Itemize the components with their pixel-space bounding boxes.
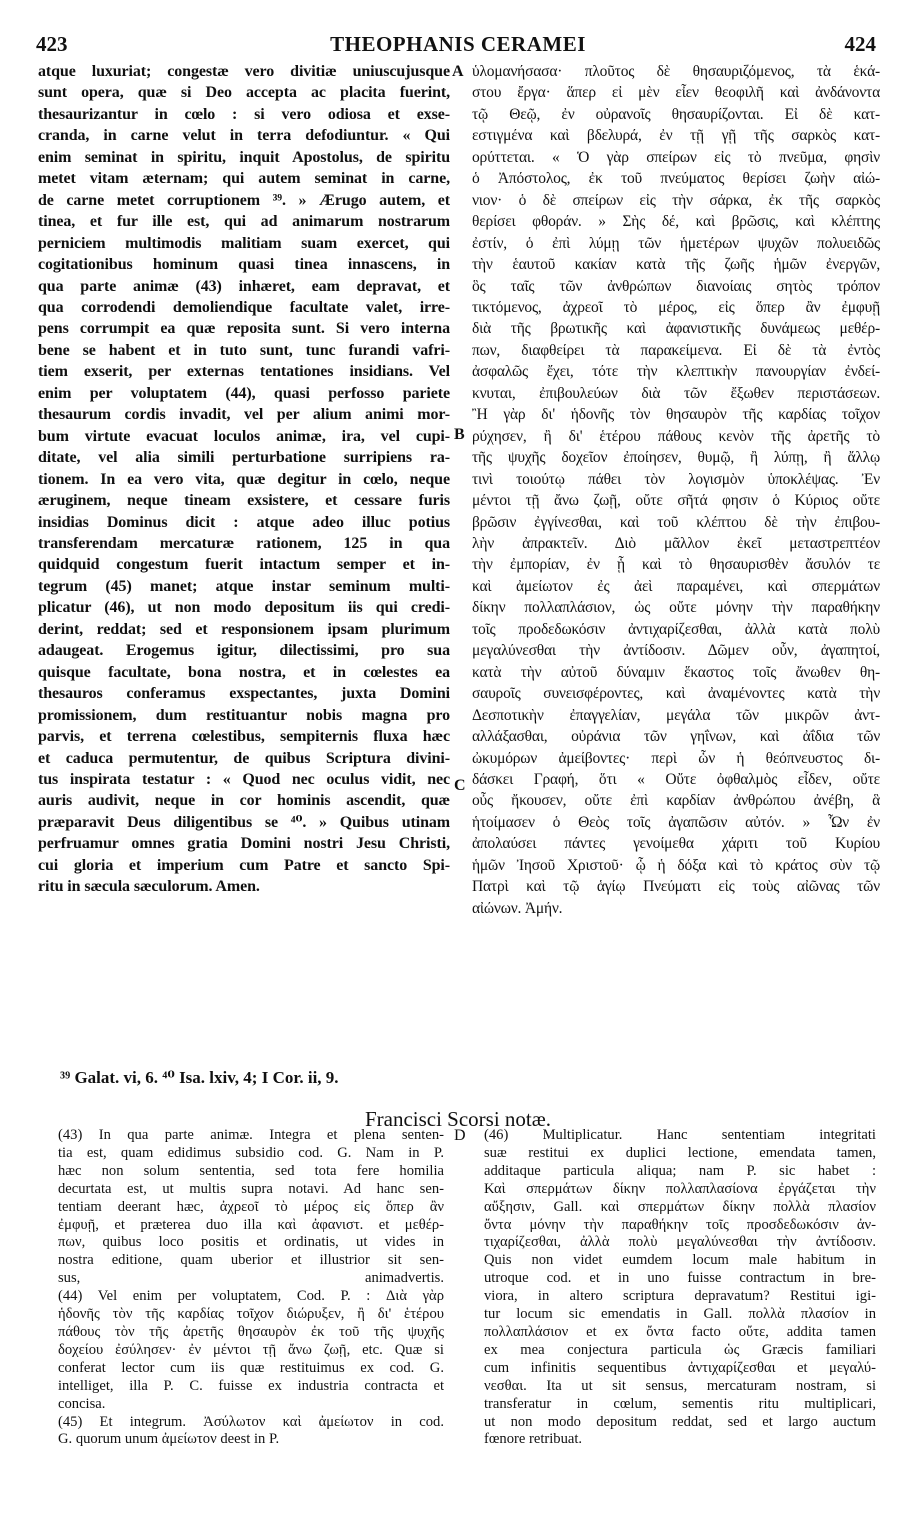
greek-line: τῆς ψυχῆς δοχεῖον ἐποίησεν, θυμῷ, ἢ λύπῃ, ἢ ἄλλῳ [472, 449, 880, 467]
latin-line: æruginem, neque tineam exsistere, et cessare furis [38, 492, 450, 510]
latin-line: pens corrumpit ea quæ reposita sunt. Si vero interna [38, 320, 450, 338]
note-line: sus, animadvertis. [58, 1270, 444, 1287]
latin-line: adaugeat. Erogemus igitur, dilectissimi, pro sua [38, 642, 450, 660]
margin-letter-d: D [454, 1127, 466, 1144]
greek-line: Δεσποτικὴν ἐπαγγελίαν, μεγάλα τῶν μικρῶν ἀντ- [472, 706, 880, 724]
latin-line: metet vitam æternam; qui autem seminat in carne, [38, 170, 450, 188]
note-line: transferatur in cœlum, sementis ritu multiplicari, [484, 1395, 876, 1412]
note-line: concisa. [58, 1395, 106, 1412]
note-line: tur locum sic emendatis in Gall. πολλὰ πλασίον in [484, 1306, 876, 1323]
note-line: (43) In qua parte animæ. Integra et plena senten- [58, 1127, 444, 1143]
latin-line: thesaurum cordis invadit, vel per alium animi mor- [38, 406, 450, 424]
latin-line: auris audivit, neque in cor hominis ascendit, quæ [38, 792, 450, 810]
page-header [0, 32, 916, 56]
note-line: nostra editione, quam uberior et illustrior sit sen- [58, 1252, 444, 1269]
greek-line: μέντοι τῇ ἄνω ζωῇ, οὔτε σῆτά φησιν ὁ Κύριος οὔτε [472, 492, 880, 510]
latin-line: bum virtute evacuat loculos animæ, ira, vel cupi- [38, 427, 450, 445]
note-line: πων, quibus loco positis et ordinatis, ut vides in [58, 1234, 444, 1251]
note-line: G. quorum unum ἀμείωτον deest in P. [58, 1431, 280, 1448]
note-line: utroque cod. et in uno fuisse contractum in bre- [484, 1270, 876, 1287]
note-line: (44) Vel enim per voluptatem, Cod. P. : Διὰ γὰρ [58, 1288, 444, 1305]
latin-line: et caduca permutentur, de quibus Scriptura divini- [38, 749, 450, 767]
greek-line: καὶ ἀμείωτον ἐς ἀεὶ παραμένει, καὶ σπερμάτων [472, 577, 880, 595]
latin-line: perniciem multimodis malitiam suam exercet, qui [38, 234, 450, 252]
note-line: Καὶ σπερμάτων δίκην πολλαπλασίονα ἐργάζεται τὴν [484, 1180, 876, 1197]
latin-line: de carne metet corruptionem ³⁹. » Ærugo autem, et [38, 191, 450, 209]
latin-line: qua corrodendi demoliendique facultate valet, irre- [38, 298, 450, 316]
note-line: τιχαρίζεσθαι, ἀλλὰ πολὺ μεγαλύνεσθαι τὴν ἀντίδοσιν. [484, 1234, 876, 1251]
greek-line: πων, διαφθείρει τὰ παρακείμενα. Εἰ δὲ τὰ ἐντὸς [472, 341, 880, 359]
note-line: ἡδονῆς τὸν τῆς καρδίας τοῖχον διώρυξεν, ἢ δι' ἑτέρου [58, 1306, 444, 1323]
greek-line: τὴν ἑαυτοῦ κακίαν κατὰ τῆς ζωῆς ἡμῶν ἐνεργῶν, [472, 256, 880, 274]
greek-line: κατὰ τὴν αὐτοῦ δύναμιν ἕκαστος τοῖς ἄνωθεν θη- [472, 663, 880, 681]
page-number-right: 424 [844, 32, 876, 56]
page-number-left: 423 [36, 32, 68, 56]
greek-line: σαυροῖς συνεισφέροντες, καὶ ἀναμένοντες κατὰ τὴν [472, 685, 880, 703]
greek-line: διὰ τῆς βρωτικῆς καὶ ἀφανιστικῆς δυνάμεως μεθέρ- [472, 320, 880, 338]
greek-line: ορύττεται. « Ὁ γὰρ σπείρων εἰς τὸ πνεῦμα, φησὶν [472, 148, 880, 166]
notes-right-column [484, 1127, 876, 1449]
greek-line: ἐστίν, ὁ ἐπὶ λύμῃ τῶν ἡμετέρων ψυχῶν πολυειδῶς [472, 234, 880, 252]
latin-line: thesaurizantur in cœlo : si vero odiosa et exse- [38, 105, 450, 123]
margin-letter-a: A [452, 63, 464, 80]
latin-line: ritu in sæcula sæculorum. Amen. [38, 878, 260, 896]
greek-line: τοῖς προδεδωκόσιν ἀντιχαρίζεσθαι, ἀλλὰ κατὰ πολὺ [472, 620, 880, 638]
greek-line: τῷ Θεῷ, ἐν οὐρανοῖς θησαυρίζονται. Εἰ δὲ κατ- [472, 105, 880, 123]
latin-line: cranda, in carne velut in terra defodiuntur. « Qui [38, 127, 450, 145]
latin-line: tegrum (45) manet; atque instar seminum multi- [38, 577, 450, 595]
note-line: πάθους τὸν τῆς ἀρετῆς θησαυρὸν ἐκ τοῦ τῆς ψυχῆς [58, 1323, 444, 1340]
greek-line: Πατρὶ καὶ τῷ ἁγίῳ Πνεύματι εἰς τοὺς αἰῶνας τῶν [472, 878, 880, 896]
latin-line: derint, reddat; sed et responsionem ipsam plurimum [38, 620, 450, 638]
latin-line: quidquid congestum fuerit intactum semper et in- [38, 556, 450, 574]
latin-line: promissionem, dum restituantur nobis magna pro [38, 706, 450, 724]
greek-line: ἀσφαλῶς ἔχει, τότε τὴν κλεπτικὴν πανουργίαν ἐνδεί- [472, 363, 880, 381]
latin-line: tiem exserit, per externas tentationes insidians. Vel [38, 363, 450, 381]
note-line: tentiam deerant hæc, ἀχρεοῖ τὸ μέρος εἰς ὅπερ ἂν [58, 1198, 444, 1215]
latin-line: enim per voluptatem (44), quasi perfosso pariete [38, 384, 450, 402]
note-line: ὄντα μόνην τὴν παραθήκην τοῖς προσδεδωκόσιν ἀν- [484, 1216, 876, 1233]
note-line: ἐμφυῇ, et præterea duo illa καὶ ἀφανιστ. et μεθέρ- [58, 1216, 444, 1233]
running-title: THEOPHANIS CERAMEI [330, 32, 586, 56]
note-line: viora, in altero scriptura depravatum? Restitui igi- [484, 1288, 876, 1305]
note-line: νεσθαι. Ita ut sit sensus, mercaturam nostram, si [484, 1377, 876, 1394]
greek-line: τινὶ τοιούτῳ πάθει τὸν λογισμὸν ὑποκλέψας. Ἐν [472, 470, 880, 488]
greek-line: δίκην πολλαπλάσιον, ὡς οὔτε μόνην τὴν παραθήκην [472, 599, 880, 617]
latin-line: thesauros conferamus exspectantes, juxta Domini [38, 685, 450, 703]
note-line: (45) Et integrum. Ἀσύλωτον καὶ ἀμείωτον in cod. [58, 1413, 444, 1430]
greek-line: αἰώνων. Ἀμήν. [472, 899, 563, 917]
latin-line: parvis, et terrena cœlestibus, sempiternis fluxa hæc [38, 728, 450, 746]
greek-line: οὖς ἤκουσεν, οὔτε ἐπὶ καρδίαν ἀνθρώπου ἀνέβη, ἃ [472, 792, 880, 810]
note-line: ut non modo depositum reddat, sed et largo auctum [484, 1413, 876, 1430]
latin-line: insidias Dominus dicit : atque adeo illuc potius [38, 513, 450, 531]
latin-line: transferendam mercaturæ rationem, 125 in qua [38, 534, 450, 552]
greek-line: εστιγμένα καὶ βδελυρά, ἐν τῇ γῇ τῆς σαρκὸς κατ- [472, 127, 880, 145]
latin-line: perfruamur omnes gratia Domini nostri Jesu Christi, [38, 835, 450, 853]
greek-line: στου ἔργα· ἅπερ εἰ μὲν εἶεν θεοφιλῆ καὶ ἀνδάνοντα [472, 84, 880, 102]
greek-line: τικτόμενος, ἀχρεοῖ τὸ μέρος, εἰς ὅπερ ἂν ἐμφυῇ [472, 298, 880, 316]
greek-line: ὠκυμόρων ἀμείβοντες· περὶ ὧν ἡ θεόπνευστος δι- [472, 749, 880, 767]
latin-line: præparavit Deus diligentibus se ⁴⁰. » Quibus utinam [38, 813, 450, 831]
greek-line: θερίσει φθοράν. » Σὴς δέ, καὶ βρῶσις, καὶ κλέπτης [472, 213, 880, 231]
latin-text-column [38, 61, 450, 898]
margin-letter-c: C [454, 777, 466, 794]
footnotes: ³⁹ Galat. vi, 6. ⁴⁰ Isa. lxiv, 4; I Cor. ii, 9. [60, 1068, 339, 1087]
note-line: suæ restitui ex duplici lectione, emendata tamen, [484, 1144, 876, 1161]
greek-line: ἀπολαύσει πάντες γενοίμεθα χάριτι τοῦ Κυρίου [472, 835, 880, 853]
note-line: Quis non videt eumdem locum male habitum in [484, 1252, 876, 1269]
greek-line: ὁ Ἀπόστολος, ἐκ τοῦ πνεύματος θερίσει ζωὴν αἰώ- [472, 170, 880, 188]
latin-line: cui gloria et imperium cum Patre et sancto Spi- [38, 856, 450, 874]
greek-line: ἡμῶν Ἰησοῦ Χριστοῦ· ᾧ ἡ δόξα καὶ τὸ κράτος σὺν τῷ [472, 856, 880, 874]
note-line: αὔξησιν, Gall. καὶ σπερμάτων δίκην πολλὰ πλασίον [484, 1198, 876, 1215]
greek-line: μεγαλύνεσθαι τὴν ἀντίδοσιν. Δῶμεν οὖν, ἀγαπητοί, [472, 642, 880, 660]
latin-line: atque luxuriat; congestæ vero divitiæ uniuscujusque [38, 63, 450, 80]
latin-line: ditate, vel alia simili perturbatione surripiens ra- [38, 449, 450, 467]
latin-line: enim seminat in spiritu, inquit Apostolus, de spiritu [38, 148, 450, 166]
note-line: decurtata est, ut multis supra notavi. Ad hanc sen- [58, 1180, 444, 1197]
latin-line: sunt opera, quæ si Deo accepta ac placita fuerint, [38, 84, 450, 102]
note-line: hæc non solum sententia, sed tota fere homilia [58, 1162, 444, 1179]
greek-line: ἡτοίμασεν ὁ Θεὸς τοῖς ἀγαπῶσιν αὐτόν. » Ὧν ἐν [472, 813, 880, 831]
latin-line: tinea, et fur ille est, qui ad animarum nostrarum [38, 213, 450, 231]
latin-line: cogitationibus hominum quasi tinea innascens, in [38, 256, 450, 274]
latin-line: quisque facultate, bona nostra, et in cœlestes ea [38, 663, 450, 681]
greek-text-column [472, 61, 880, 919]
greek-line: βρῶσιν ἐγγίνεσθαι, καὶ τοῦ κλέπτου δὲ τὴν ἐπιβου- [472, 513, 880, 531]
greek-line: ὃς ταῖς τῶν ἀνθρώπων διανοίαις σητὸς τρόπον [472, 277, 880, 295]
greek-line: ρύχησεν, ἢ δι' ἑτέρου πάθους κενὸν τῆς ἀρετῆς τὸ [472, 427, 880, 445]
note-line: tia est, quam edidimus subsidio cod. G. Nam in P. [58, 1144, 444, 1161]
note-line: πολλαπλάσιον et ex ὄντα facto οὔτε, addita tamen [484, 1323, 876, 1340]
latin-line: tus inspirata testatur : « Quod nec oculus vidit, nec [38, 770, 450, 788]
greek-line: αλλάξασθαι, οὐράνια τῶν γηΐνων, καὶ ἀΐδια τῶν [472, 728, 880, 746]
note-line: conferat lector cum iis quæ restituimus ex cod. G. [58, 1359, 444, 1376]
greek-line: νιον· ὁ δὲ σπείρων εἰς τὴν σάρκα, ἐκ τῆς σαρκὸς [472, 191, 880, 209]
note-line: cum infinitis sequentibus ἀντιχαρίζεσθαι et μεγαλύ- [484, 1359, 876, 1376]
latin-line: tionem. In ea vero vita, quæ degitur in cœlo, neque [38, 470, 450, 488]
note-line: ex mea conjectura particula ὡς Græcis familiari [484, 1341, 876, 1358]
note-line: additaque particula aliqua; nam P. sic habet : [484, 1162, 876, 1179]
greek-line: Ἢ γὰρ δι' ἡδονῆς τὸν θησαυρὸν τῆς καρδίας τοῖχον [472, 406, 880, 424]
notes-left-column [58, 1127, 444, 1449]
greek-line: δάσκει Γραφή, ὅτι « Οὔτε ὀφθαλμὸς εἶδεν, οὔτε [472, 770, 880, 788]
latin-line: qua parte animæ (43) inhæret, eam depravat, et [38, 277, 450, 295]
note-line: fœnore retribuat. [484, 1431, 583, 1448]
greek-line: ὑλομανήσασα· πλοῦτος δὲ θησαυριζόμενος, τὰ ἑκά- [472, 63, 880, 80]
note-line: (46) Multiplicatur. Hanc sententiam integritati [484, 1127, 876, 1143]
greek-line: κνυται, ἐπιβουλεύων διὰ τῶν ἔξωθεν περιστάσεων. [472, 384, 880, 402]
greek-line: λὴν ἀπρακτεῖν. Διὸ μᾶλλον ἐκεῖ μεταστρεπτέον [472, 534, 880, 552]
notes-title: Francisci Scorsi notæ. [364, 1107, 552, 1131]
latin-line: plicatur (46), ut non modo depositum iis qui credi- [38, 599, 450, 617]
note-line: δοχείου ἐσύλησεν· ἐν μέντοι τῇ ἄνω ζωῇ, etc. Quæ si [58, 1341, 444, 1358]
margin-letter-b: B [454, 426, 465, 443]
greek-line: τὴν ἐμπορίαν, ἐν ᾗ καὶ τὸ θησαυρισθὲν ἄσυλόν τε [472, 556, 880, 574]
latin-line: bene se habent et in tuto sunt, tunc furandi vafri- [38, 341, 450, 359]
note-line: intelliget, illa P. C. fuisse ex industria contracta et [58, 1377, 444, 1394]
